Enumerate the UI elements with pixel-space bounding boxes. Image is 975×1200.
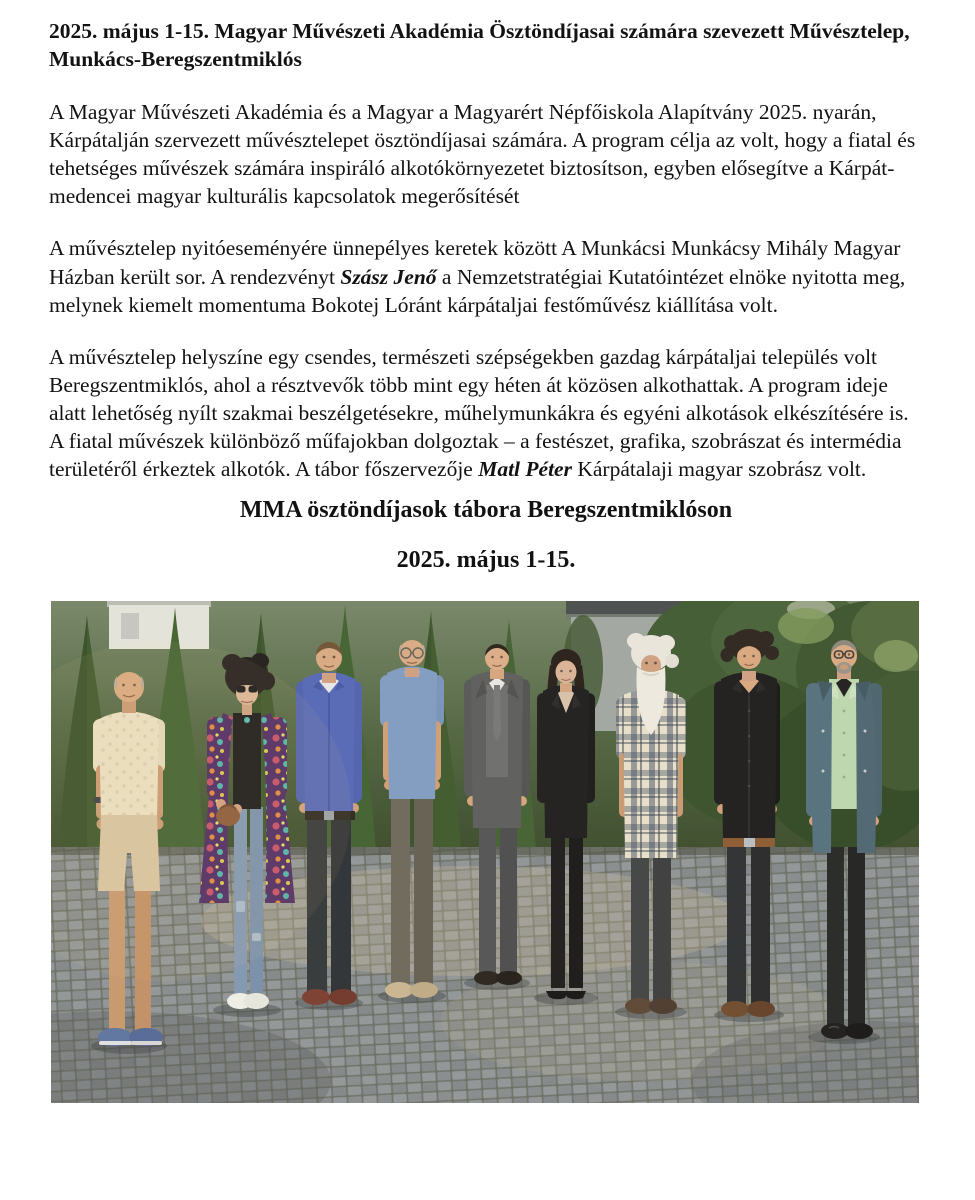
paragraph-opening-text-1: A művésztelep nyitóeseményére ünnepélyes keretek között A Munkácsi Munkácsy Mihály Magyar Házban került sor. A rendezvényt: [49, 236, 901, 289]
paragraph-camp-text-2: Kárpátalaji magyar szobrász volt.: [571, 457, 867, 482]
photo-caption-date: 2025. május 1-15.: [396, 547, 576, 574]
document-title: 2025. május 1-15. Magyar Művészeti Akadémia Ösztöndíjasai számára szevezett Művésztelep, Munkács-Beregszentmiklós: [49, 19, 910, 72]
person-name-szasz-jeno: Szász Jenő: [340, 264, 437, 289]
paragraph-camp-text-1: A művésztelep helyszíne egy csendes, természeti szépségekben gazdag kárpátaljai település volt Beregszentmiklós, ahol a résztvevők több mint egy héten át közösen alkothattak. A program ideje alatt lehetőség nyílt szakmai beszélgetésekre, műhelymunkákra és egyéni alkotások elkészítésére is. A fiatal művészek különböző műfajokban dolgoztak – a festészet, grafika, szobrászat és intermédia területéről érkeztek alkotók. A tábor főszervezője: [49, 344, 909, 482]
paragraph-opening-event: [49, 234, 923, 318]
paragraph-intro: [49, 98, 923, 211]
photo-caption-title: MMA ösztöndíjasok tábora Beregszentmiklóson: [239, 496, 733, 523]
person-name-matl-peter: Matl Péter: [478, 457, 572, 482]
group-photo-illustration: [51, 601, 919, 1103]
paragraph-intro-text: A Magyar Művészeti Akadémia és a Magyar a Magyarért Népfőiskola Alapítvány 2025. nyarán, Kárpátalján szervezett művésztelepet ösztöndíjasai számára. A program célja az volt, hogy a fiatal és tehetséges művészek számára inspiráló alkotókörnyezetet biztosítson, egyben elősegítve a Kárpát-medencei magyar kulturális kapcsolatok megerősítését: [49, 99, 916, 209]
paragraph-camp-details: [49, 343, 923, 484]
paragraph-opening-text-2: a Nemzetstratégiai Kutatóintézet elnöke nyitotta meg, melynek kiemelt momentuma Bokotej Lóránt kárpátaljai festőművész kiállítása volt.: [49, 264, 906, 317]
group-photo: [51, 601, 919, 1103]
